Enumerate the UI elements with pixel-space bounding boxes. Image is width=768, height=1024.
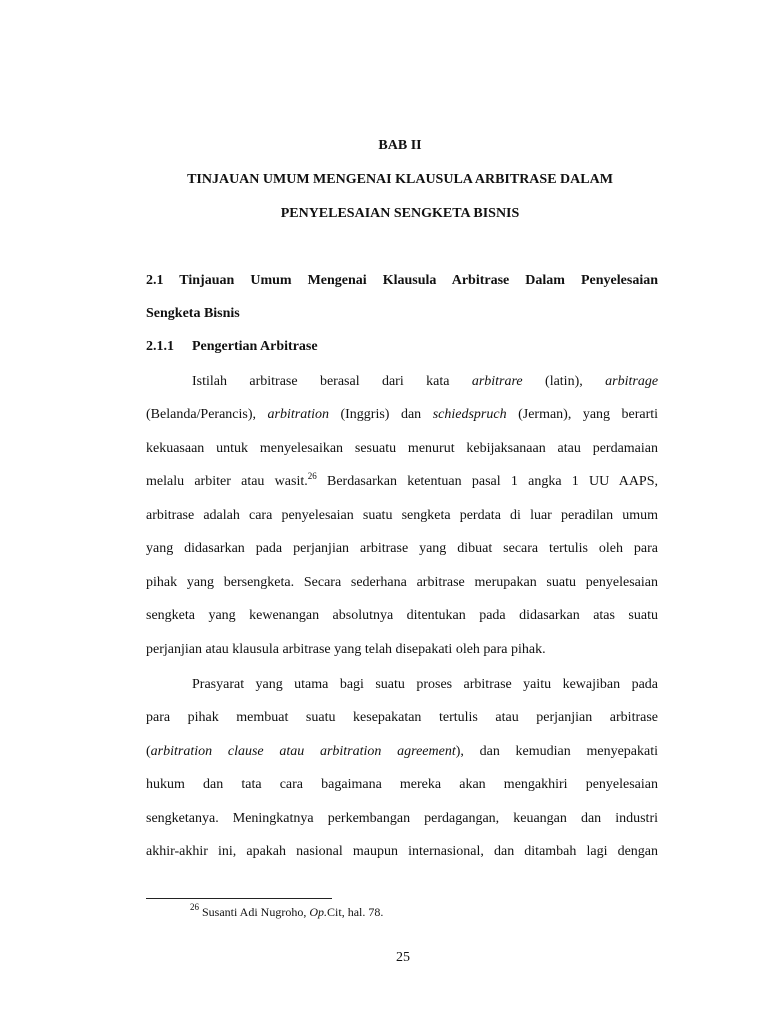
subsection-number: 2.1.1	[146, 339, 174, 354]
paragraph-line: Prasyarat yang utama bagi suatu proses arbitrase yaitu kewajiban pada	[192, 677, 658, 692]
footnote-text: Susanti Adi Nugroho,	[202, 905, 307, 919]
text-run: (Belanda/Perancis),	[146, 407, 257, 422]
text-run: Berdasarkan ketentuan pasal 1 angka 1 UU AAPS,	[326, 474, 659, 489]
paragraph-line: sengketanya. Meningkatnya perkembangan perdagangan, keuangan dan industri	[146, 811, 658, 826]
text-run: Istilah arbitrase berasal dari kata	[192, 374, 450, 389]
footnote-ref: 26	[307, 471, 317, 481]
text-run: melalu arbiter atau wasit.	[146, 474, 308, 489]
footnote-italic: Op.	[309, 905, 328, 919]
italic-term: arbitration clause atau arbitration agreement	[150, 744, 456, 759]
section-heading-line1: 2.1 Tinjauan Umum Mengenai Klausula Arbitrase Dalam Penyelesaian	[146, 273, 658, 288]
paragraph-line: para pihak membuat suatu kesepakatan tertulis atau perjanjian arbitrase	[146, 710, 658, 725]
text-run: (Jerman), yang berarti	[518, 407, 659, 422]
text-run: (latin),	[545, 374, 583, 389]
paragraph-line: sengketa yang kewenangan absolutnya ditentukan pada didasarkan atas suatu	[146, 608, 658, 623]
footnote-number: 26	[190, 902, 199, 912]
footnote-text: Cit, hal. 78.	[327, 905, 384, 919]
footnote-separator	[146, 898, 332, 899]
text-run: (Inggris) dan	[340, 407, 422, 422]
italic-term: schiedspruch	[432, 407, 507, 422]
chapter-title-line2: PENYELESAIAN SENGKETA BISNIS	[280, 206, 520, 221]
paragraph-line	[192, 373, 658, 391]
italic-term: arbitration	[267, 407, 329, 422]
paragraph-line	[146, 406, 658, 424]
italic-term: arbitrage	[605, 374, 659, 389]
paragraph-line: perjanjian atau klausula arbitrase yang telah disepakati oleh para pihak.	[146, 642, 546, 657]
paragraph-line	[146, 473, 658, 491]
chapter-title-line1: TINJAUAN UMUM MENGENAI KLAUSULA ARBITRASE DALAM	[187, 172, 613, 187]
subsection-title: Pengertian Arbitrase	[192, 339, 318, 354]
text-run: (arbitration clause atau arbitration agreement), dan kemudian menyepakati	[146, 744, 659, 759]
chapter-label: BAB II	[378, 138, 422, 153]
paragraph-line: arbitrase adalah cara penyelesaian suatu sengketa perdata di luar peradilan umum	[146, 508, 658, 523]
footnote	[190, 902, 384, 919]
paragraph-line: kekuasaan untuk menyelesaikan sesuatu menurut kebijaksanaan atau perdamaian	[146, 441, 658, 456]
paragraph-line: yang didasarkan pada perjanjian arbitrase yang dibuat secara tertulis oleh para	[146, 541, 658, 556]
section-heading-line2: Sengketa Bisnis	[146, 306, 240, 321]
italic-term: arbitrare	[471, 374, 523, 389]
page-number: 25	[396, 950, 410, 965]
paragraph-line: pihak yang bersengketa. Secara sederhana arbitrase merupakan suatu penyelesaian	[146, 575, 658, 590]
paragraph-line: akhir-akhir ini, apakah nasional maupun internasional, dan ditambah lagi dengan	[146, 844, 658, 859]
paragraph-line: hukum dan tata cara bagaimana mereka akan mengakhiri penyelesaian	[146, 777, 658, 792]
paragraph-line	[146, 743, 658, 761]
